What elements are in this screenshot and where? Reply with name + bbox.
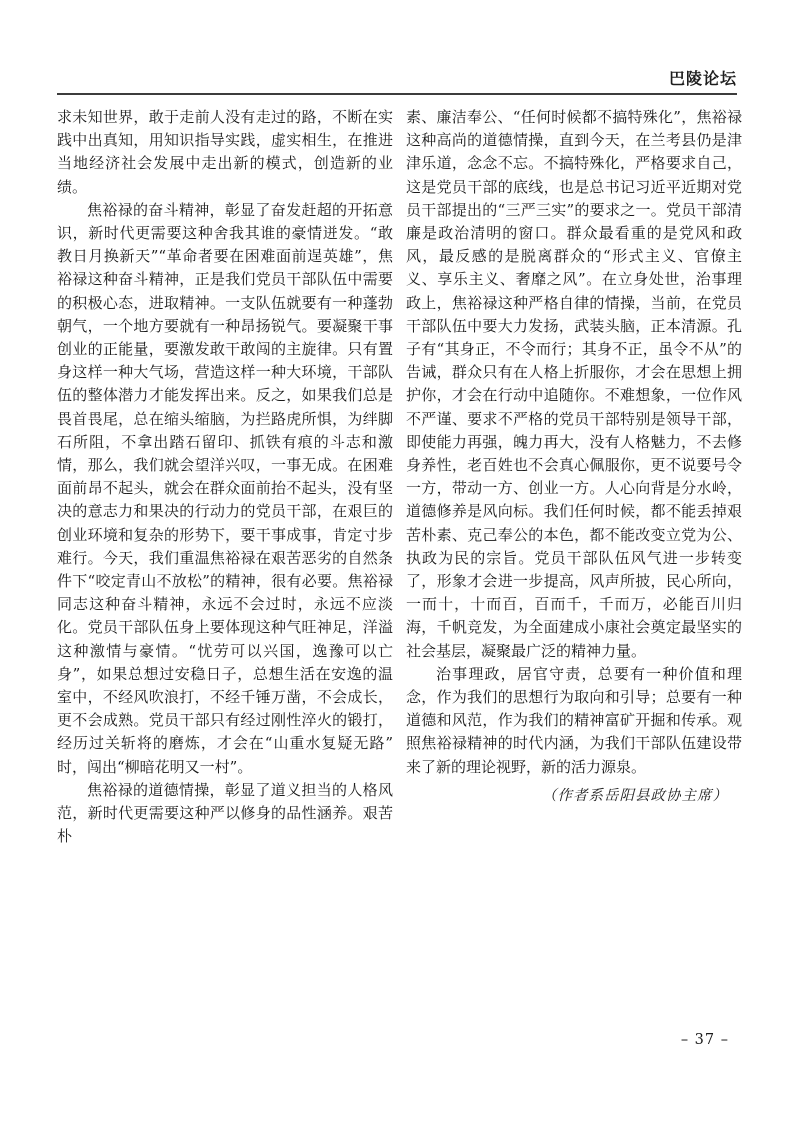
page-header (57, 66, 737, 89)
paragraph-moral-sentiment-start: 焦裕禄的道德情操，彰显了道义担当的人格风范，新时代更需要这种严以修身的品性涵养。艰苦朴 (57, 780, 393, 846)
right-column (406, 106, 742, 849)
author-attribution: （作者系岳阳县政协主席） (542, 787, 728, 804)
journal-title: 巴陵论坛 (668, 69, 737, 88)
paragraph-continuation: 求未知世界，敢于走前人没有走过的路，不断在实践中出真知，用知识指导实践，虚实相生，在推进当地经济社会发展中走出新的模式，创造新的业绩。 (57, 108, 393, 196)
header-rule (57, 93, 737, 95)
paragraph-moral-sentiment-continued: 素、廉洁奉公、“任何时候都不搞特殊化”，焦裕禄这种高尚的道德情操，直到今天，在兰考县仍是津津乐道，念念不忘。不搞特殊化，严格要求自己，这是党员干部的底线，也是总书记习近平近期对党员干部提出的“三严三实”的要求之一。党员干部清廉是政治清明的窗口。群众最看重的是党风和政风，最反感的是脱离群众的“形式主义、官僚主义、享乐主义、奢靡之风”。在立身处世，治事理政上，焦裕禄这种严格自律的情操，当前，在党员干部队伍中要大力发扬，武装头脑，正本清源。孔子有“其身正，不令而行；其身不正，虽令不从”的告诫，群众只有在人格上折服你，才会在思想上拥护你，才会在行动中追随你。不难想象，一位作风不严谨、要求不严格的党员干部特别是领导干部，即使能力再强，魄力再大，没有人格魅力，不去修身养性，老百姓也不会真心佩服你，更不说要号令一方，带动一方、创业一方。人心向背是分水岭，道德修养是风向标。我们任何时候，都不能丢掉艰苦朴素、克己奉公的本色，都不能改变立党为公、执政为民的宗旨。党员干部队伍风气进一步转变了，形象才会进一步提高，风声所披，民心所向，一而十，十而百，百而千，千而万，必能百川归海，千帆竞发，为全面建成小康社会奠定最坚实的社会基层，凝聚最广泛的精神力量。 (406, 108, 742, 660)
paragraph-governance-conclusion: 治事理政，居官守责，总要有一种价值和理念，作为我们的思想行为取向和引导；总要有一种道德和风范，作为我们的精神富矿开掘和传承。观照焦裕禄精神的时代内涵，为我们干部队伍建设带来了新的理论视野，新的活力源泉。 (406, 664, 742, 776)
page-number: – 37 – (680, 1032, 729, 1048)
article-body (57, 106, 743, 849)
paragraph-struggle-spirit: 焦裕禄的奋斗精神，彰显了奋发赶超的开拓意识，新时代更需要这种舍我其谁的豪情迸发。“敢教日月换新天”“革命者要在困难面前逞英雄”，焦裕禄这种奋斗精神，正是我们党员干部队伍中需要的积极心态，进取精神。一支队伍就要有一种蓬勃朝气，一个地方要就有一种昂扬锐气。要凝聚干事创业的正能量，要激发敢干敢闯的主旋律。只有置身这样一种大气场，营造这样一种大环境，干部队伍的整体潜力才能发挥出来。反之，如果我们总是畏首畏尾，总在缩头缩脑，为拦路虎所惧，为绊脚石所阻，不拿出踏石留印、抓铁有痕的斗志和激情，那么，我们就会望洋兴叹，一事无成。在困难面前昂不起头，就会在群众面前抬不起头，没有坚决的意志力和果决的行动力的党员干部，在艰巨的创业环境和复杂的形势下，要干事成事，肯定寸步难行。今天，我们重温焦裕禄在艰苦恶劣的自然条件下“咬定青山不放松”的精神，很有必要。焦裕禄同志这种奋斗精神，永远不会过时，永远不应淡化。党员干部队伍身上要体现这种气旺神足，洋溢这种激情与豪情。“忧劳可以兴国，逸豫可以亡身”，如果总想过安稳日子，总想生活在安逸的温室中，不经风吹浪打，不经千锤万凿，不会成长，更不会成熟。党员干部只有经过刚性淬火的锻打，经历过关斩将的磨炼，才会在“山重水复疑无路”时，闯出“柳暗花明又一村”。 (57, 200, 393, 776)
left-column (57, 106, 393, 849)
page-footer (57, 1032, 729, 1048)
